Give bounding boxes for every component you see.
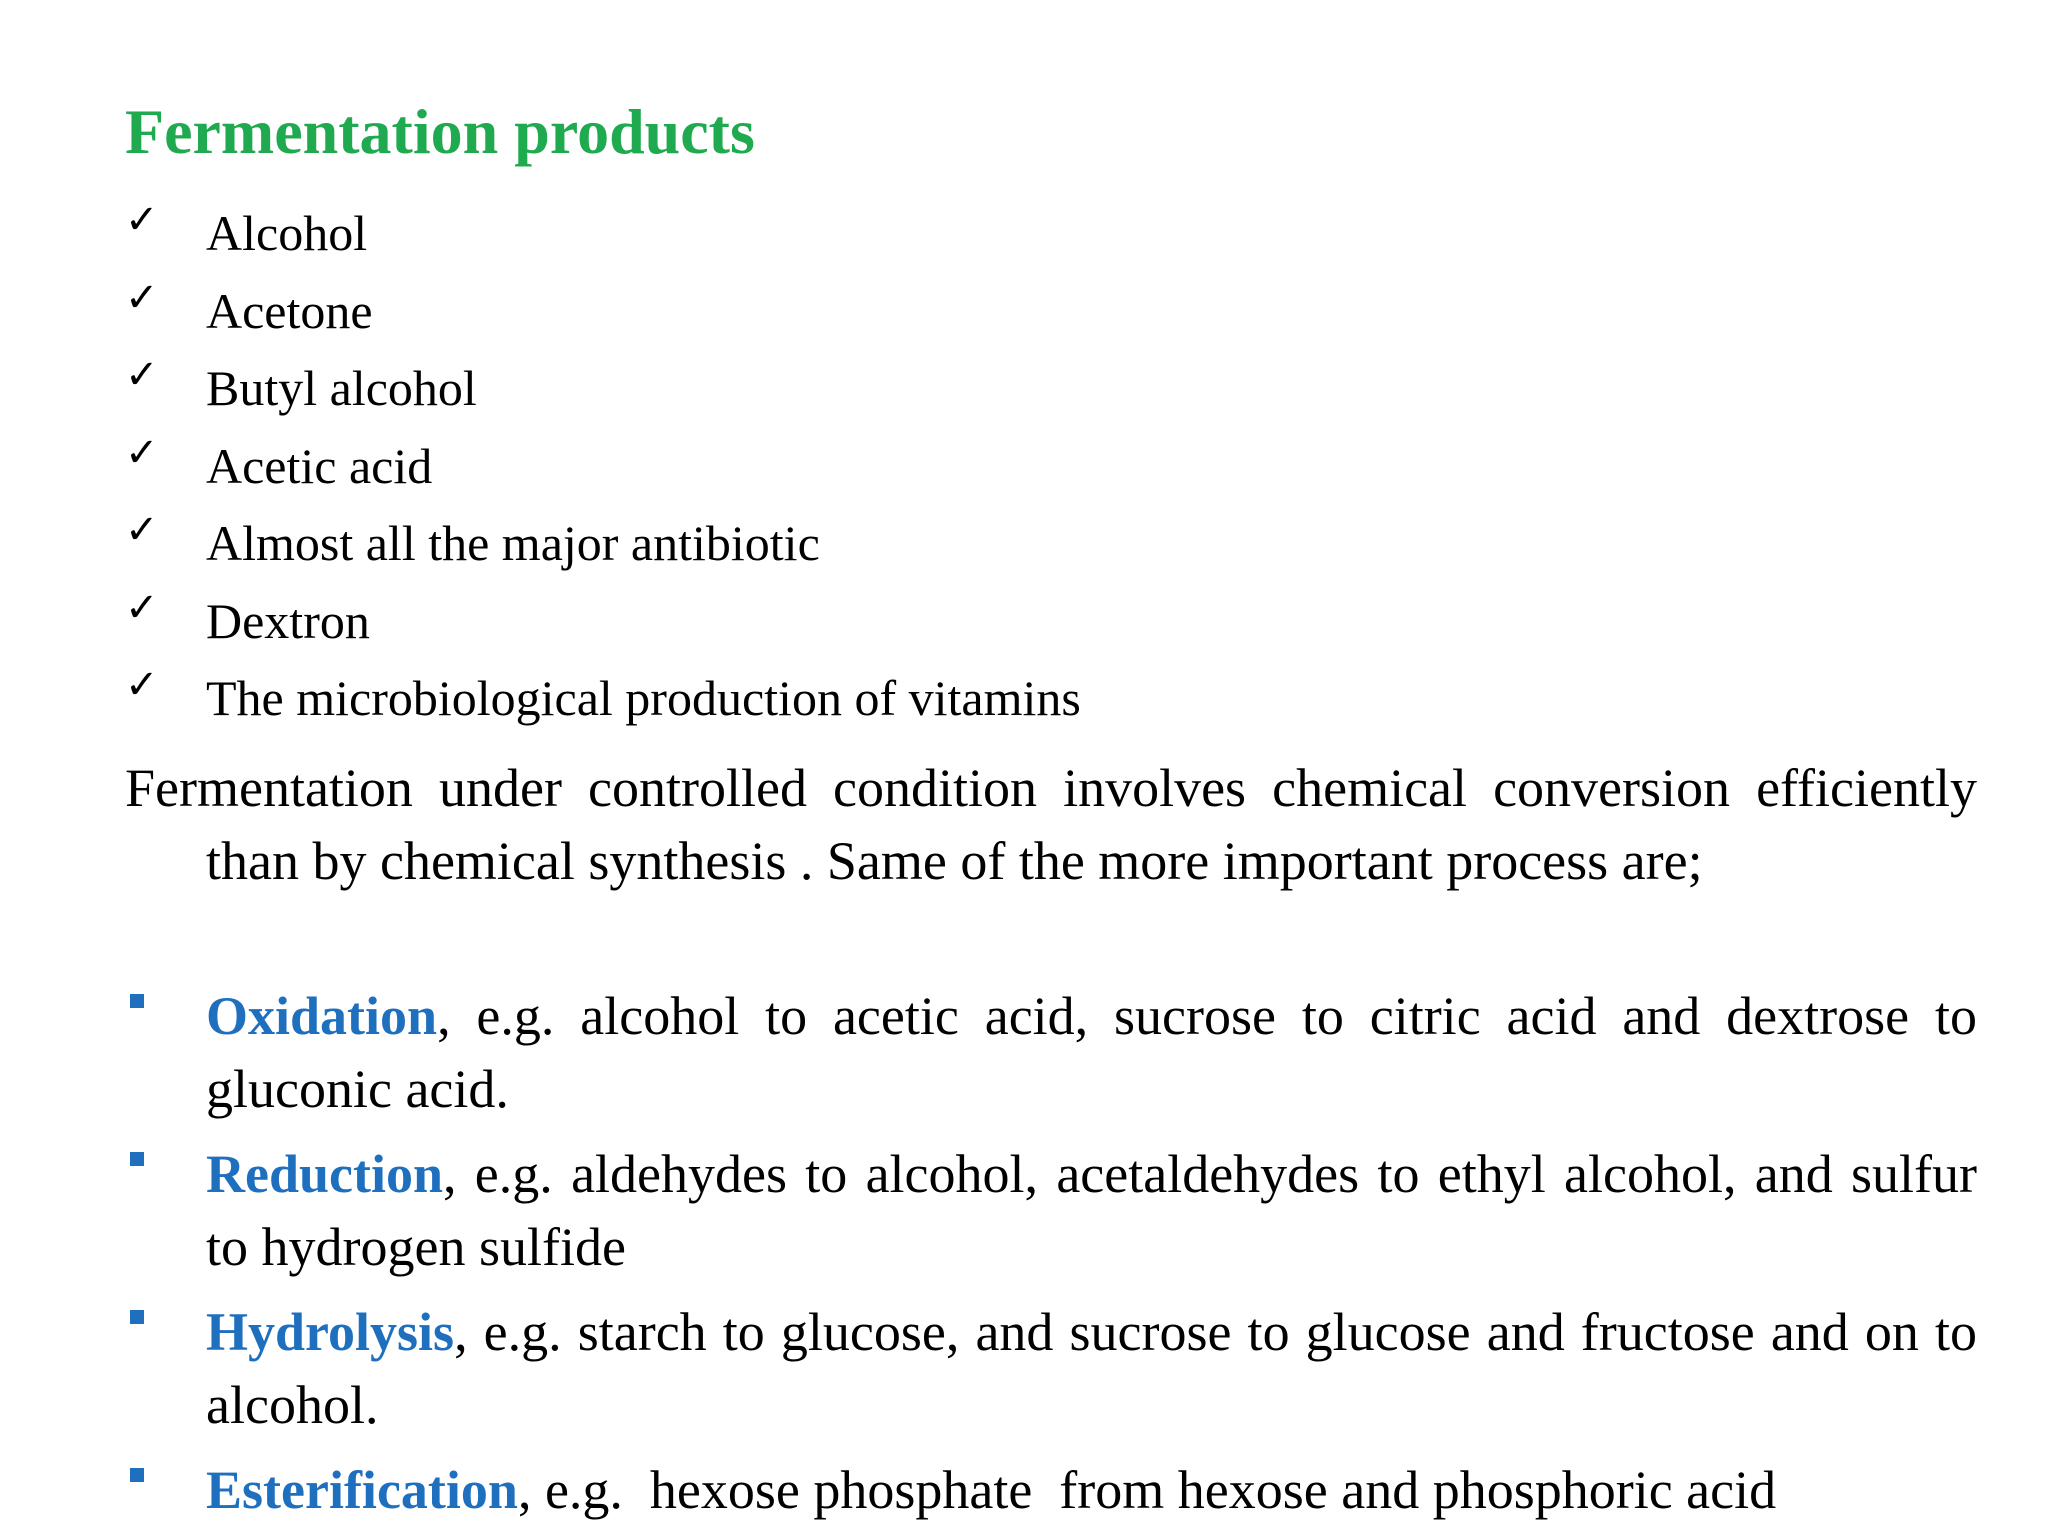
list-item-text: Dextron <box>206 592 370 649</box>
list-item-text: Acetic acid <box>206 437 433 494</box>
checkmark-icon: ✓ <box>125 274 159 321</box>
process-term: Hydrolysis <box>206 1302 455 1362</box>
process-item-oxidation <box>125 980 1977 1126</box>
process-description: , e.g. aldehydes to alcohol, acetaldehydes to ethyl alcohol, and sulfur to hydrogen sulfide <box>206 1144 1977 1277</box>
process-list <box>125 980 1977 1539</box>
process-description: , e.g. hexose phosphate from hexose and phosphoric acid <box>517 1460 1777 1520</box>
list-item-text: Butyl alcohol <box>206 360 477 416</box>
checkmark-icon: ✓ <box>125 507 159 553</box>
process-item-reduction <box>125 1138 1977 1284</box>
process-term: Reduction <box>206 1144 444 1204</box>
intro-paragraph: Fermentation under controlled condition involves chemical conversion efficiently than by chemical synthesis . Same of the more important process are; <box>125 758 1977 891</box>
square-bullet-icon <box>130 1152 144 1166</box>
list-item-text: Alcohol <box>206 205 368 261</box>
checkmark-icon: ✓ <box>125 429 159 476</box>
checkmark-icon: ✓ <box>125 197 159 243</box>
square-bullet-icon <box>130 994 144 1008</box>
process-description: , e.g. starch to glucose, and sucrose to glucose and fructose and on to alcohol. <box>206 1302 1977 1435</box>
process-item-hydrolysis <box>125 1296 1977 1442</box>
process-item-esterification <box>125 1454 1977 1527</box>
process-term: Esterification <box>206 1460 518 1520</box>
square-bullet-icon <box>130 1310 144 1324</box>
list-item-text: The microbiological production of vitamins <box>206 670 1081 726</box>
list-item-text: Acetone <box>206 282 373 339</box>
square-bullet-icon <box>130 1468 144 1482</box>
list-item-text: Almost all the major antibiotic <box>206 515 820 571</box>
process-description: , e.g. alcohol to acetic acid, sucrose to citric acid and dextrose to gluconic acid. <box>206 986 1977 1119</box>
checkmark-icon: ✓ <box>125 584 159 631</box>
checkmark-icon: ✓ <box>125 662 159 708</box>
checkmark-icon: ✓ <box>125 352 159 398</box>
process-term: Oxidation <box>206 986 438 1046</box>
slide-title: Fermentation products <box>125 96 755 167</box>
